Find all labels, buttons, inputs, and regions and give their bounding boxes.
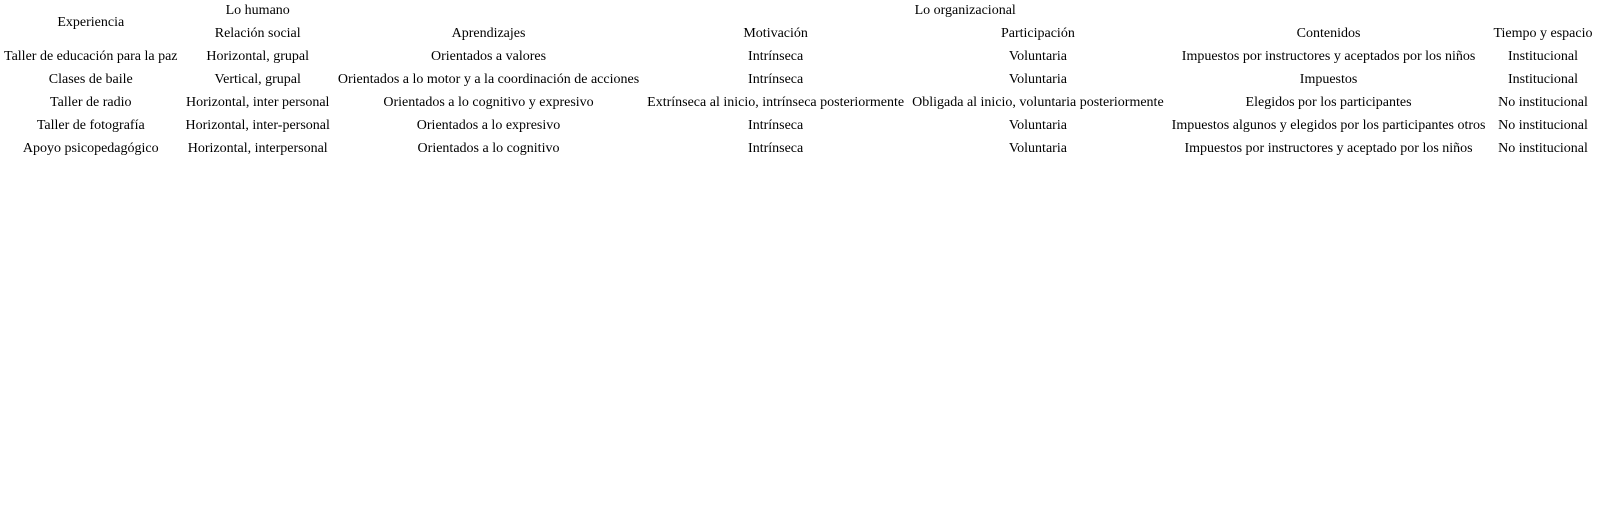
cell-aprendizajes: Orientados a lo expresivo xyxy=(416,118,561,133)
cell-aprendizajes: Orientados a valores xyxy=(430,49,547,64)
cell-relacion-social: Horizontal, grupal xyxy=(206,49,310,64)
cell-participacion: Voluntaria xyxy=(1008,49,1067,64)
cell-tiempo-y-espacio: Institucional xyxy=(1507,49,1578,64)
header-participacion: Participación xyxy=(1000,26,1075,41)
cell-tiempo-y-espacio: No institucional xyxy=(1498,95,1588,110)
column-header-row xyxy=(0,23,1597,46)
cell-motivacion: Intrínseca xyxy=(748,49,804,64)
experiences-table xyxy=(0,0,1597,161)
header-experiencia: Experiencia xyxy=(57,14,125,30)
cell-experiencia: Taller de educación para la paz xyxy=(4,49,178,64)
cell-contenidos: Impuestos por instructores y aceptado por los niños xyxy=(1184,141,1473,156)
cell-relacion-social: Horizontal, inter personal xyxy=(185,95,330,110)
header-group-lo-organizacional: Lo organizacional xyxy=(914,3,1016,18)
cell-experiencia: Apoyo psicopedagógico xyxy=(22,141,159,156)
cell-contenidos: Impuestos por instructores y aceptados por los niños xyxy=(1181,49,1476,64)
cell-relacion-social: Horizontal, inter-personal xyxy=(185,118,330,133)
cell-aprendizajes: Orientados a lo cognitivo y expresivo xyxy=(383,95,594,110)
cell-participacion: Voluntaria xyxy=(1008,118,1067,133)
header-motivacion: Motivación xyxy=(743,26,808,41)
table-body xyxy=(0,46,1597,161)
table-row xyxy=(0,46,1597,69)
cell-aprendizajes: Orientados a lo cognitivo xyxy=(417,141,560,156)
header-contenidos: Contenidos xyxy=(1296,26,1361,41)
cell-motivacion: Intrínseca xyxy=(748,72,804,87)
table-row xyxy=(0,138,1597,161)
cell-relacion-social: Vertical, grupal xyxy=(214,72,301,87)
cell-motivacion: Intrínseca xyxy=(748,118,804,133)
group-header-row xyxy=(0,0,1597,23)
cell-motivacion: Intrínseca xyxy=(748,141,804,156)
cell-aprendizajes: Orientados a lo motor y a la coordinación de acciones xyxy=(337,72,640,87)
cell-experiencia: Clases de baile xyxy=(48,72,133,87)
cell-participacion: Voluntaria xyxy=(1008,141,1067,156)
cell-contenidos: Impuestos xyxy=(1299,72,1358,87)
header-relacion-social: Relación social xyxy=(214,26,301,41)
cell-experiencia: Taller de radio xyxy=(50,95,132,110)
cell-tiempo-y-espacio: Institucional xyxy=(1507,72,1578,87)
header-group-lo-humano: Lo humano xyxy=(225,3,290,18)
cell-motivacion: Extrínseca al inicio, intrínseca posteriormente xyxy=(647,95,905,110)
cell-participacion: Voluntaria xyxy=(1008,72,1067,87)
table-header xyxy=(0,0,1597,46)
cell-experiencia: Taller de fotografía xyxy=(36,118,145,133)
cell-contenidos: Impuestos algunos y elegidos por los participantes otros xyxy=(1171,118,1486,133)
cell-tiempo-y-espacio: No institucional xyxy=(1498,118,1588,133)
cell-relacion-social: Horizontal, interpersonal xyxy=(187,141,328,156)
table-row xyxy=(0,115,1597,138)
table-row xyxy=(0,69,1597,92)
cell-tiempo-y-espacio: No institucional xyxy=(1498,141,1588,156)
header-aprendizajes: Aprendizajes xyxy=(451,26,526,41)
cell-participacion: Obligada al inicio, voluntaria posteriormente xyxy=(912,95,1164,110)
header-tiempo-y-espacio: Tiempo y espacio xyxy=(1493,26,1593,41)
cell-contenidos: Elegidos por los participantes xyxy=(1245,95,1412,110)
table-row xyxy=(0,92,1597,115)
